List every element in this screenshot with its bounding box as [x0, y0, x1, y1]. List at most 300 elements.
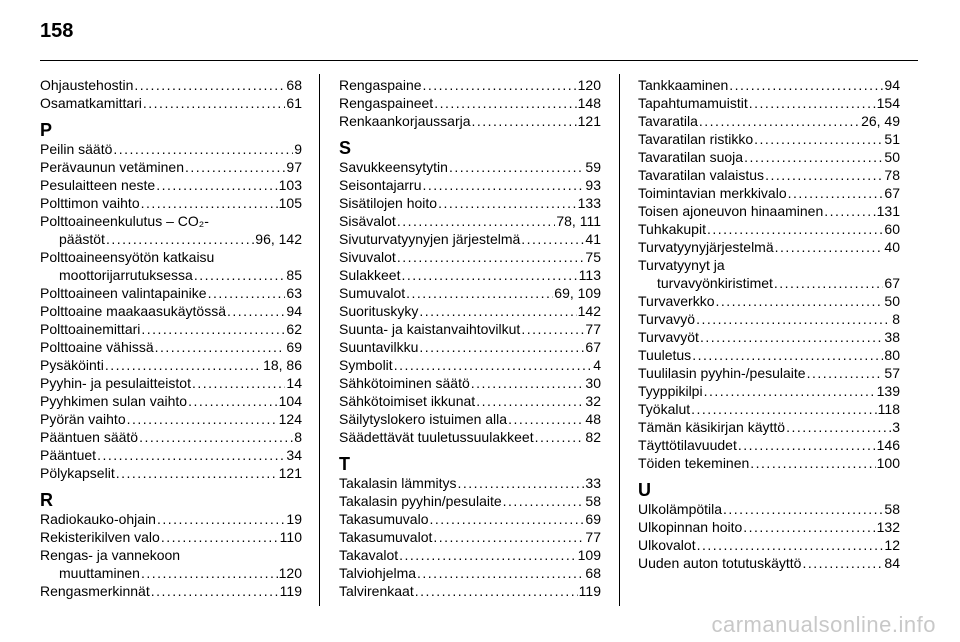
dot-leader — [417, 564, 584, 582]
entry-term: Rengaspaine — [339, 77, 422, 93]
entry-page: 4 — [593, 357, 601, 373]
dot-leader — [141, 194, 278, 212]
dot-leader — [134, 76, 285, 94]
dot-leader — [194, 266, 286, 284]
index-entry — [339, 76, 601, 94]
entry-page: 67 — [884, 275, 900, 291]
dot-leader — [691, 400, 877, 418]
index-entry — [339, 212, 601, 230]
entry-page: 109 — [577, 547, 601, 563]
dot-leader — [208, 284, 286, 302]
entry-term: Työkalut — [638, 401, 691, 417]
entry-term: Uuden auton totutuskäyttö — [638, 555, 802, 571]
index-entry — [638, 166, 900, 184]
index-entry — [339, 248, 601, 266]
column-separator — [319, 74, 320, 606]
entry-term: Polttoaineenkulutus – CO₂- — [40, 213, 209, 229]
index-entry — [40, 464, 302, 482]
dot-leader — [116, 464, 278, 482]
index-entry — [40, 410, 302, 428]
index-entry — [339, 194, 601, 212]
index-entry — [638, 364, 900, 382]
entry-term: Polttoaineen valintapainike — [40, 285, 207, 301]
dot-leader — [397, 248, 585, 266]
entry-page: 121 — [577, 113, 601, 129]
entry-page: 84 — [884, 555, 900, 571]
index-entry — [638, 130, 900, 148]
dot-leader — [438, 194, 577, 212]
index-entry — [638, 518, 900, 536]
index-entry — [339, 176, 601, 194]
index-entry — [40, 140, 302, 158]
entry-page: 131 — [876, 203, 900, 219]
index-entry — [339, 528, 601, 546]
index-column-2 — [339, 76, 601, 600]
entry-term: Sähkötoimiset ikkunat — [339, 393, 476, 409]
dot-leader — [775, 238, 884, 256]
entry-term: Pysäköinti — [40, 357, 104, 373]
entry-term: Sivuvalot — [339, 249, 396, 265]
index-entry — [40, 302, 302, 320]
entry-page: 19 — [286, 511, 302, 527]
entry-page: 67 — [585, 339, 601, 355]
dot-leader — [106, 230, 254, 248]
entry-page: 148 — [577, 95, 601, 111]
entry-page: 119 — [279, 583, 302, 599]
entry-page: 97 — [286, 159, 302, 175]
entry-page: 124 — [278, 411, 302, 427]
index-entry — [638, 148, 900, 166]
index-entry — [339, 320, 601, 338]
entry-page: 51 — [884, 131, 900, 147]
index-entry — [638, 76, 900, 94]
dot-leader — [807, 364, 884, 382]
entry-page: 120 — [278, 565, 302, 581]
index-entry — [339, 392, 601, 410]
entry-term: Suuntavilkku — [339, 339, 419, 355]
dot-leader — [113, 140, 293, 158]
entry-term: Talvirenkaat — [339, 583, 414, 599]
entry-page: 68 — [585, 565, 601, 581]
index-entry — [339, 94, 601, 112]
entry-page: 3 — [892, 419, 900, 435]
entry-page: 77 — [585, 529, 601, 545]
entry-term: Rengasmerkinnät — [40, 583, 150, 599]
index-entry — [40, 392, 302, 410]
entry-page: 154 — [876, 95, 900, 111]
entry-term: Rengas- ja vannekoon — [40, 547, 181, 563]
entry-term: Turvatyynyt ja — [638, 257, 725, 273]
dot-leader — [423, 76, 577, 94]
entry-term: Perävaunun vetäminen — [40, 159, 184, 175]
entry-page: 118 — [877, 401, 900, 417]
entry-term-continued: päästöt — [59, 231, 105, 247]
entry-page: 60 — [884, 221, 900, 237]
entry-page: 132 — [876, 519, 900, 535]
index-entry — [339, 112, 601, 130]
entry-page: 50 — [884, 149, 900, 165]
entry-page: 94 — [884, 77, 900, 93]
section-letter: R — [40, 490, 53, 510]
entry-page: 59 — [585, 159, 601, 175]
entry-page: 110 — [279, 529, 302, 545]
entry-term: Seisontajarru — [339, 177, 422, 193]
dot-leader — [521, 230, 584, 248]
dot-leader — [105, 356, 262, 374]
dot-leader — [141, 320, 285, 338]
index-entry — [40, 176, 302, 194]
header-rule — [40, 60, 918, 61]
dot-leader — [419, 302, 576, 320]
watermark: carmanualsonline.info — [711, 612, 936, 637]
index-entry — [638, 256, 900, 292]
entry-term: Suorituskyky — [339, 303, 419, 319]
index-entry — [638, 112, 900, 130]
dot-leader — [472, 112, 577, 130]
entry-term: Sumuvalot — [339, 285, 406, 301]
section-letter: P — [40, 120, 53, 140]
index-entry — [638, 220, 900, 238]
section-letter: T — [339, 454, 350, 474]
dot-leader — [802, 554, 883, 572]
entry-page: 142 — [577, 303, 601, 319]
index-entry — [40, 510, 302, 528]
entry-page: 63 — [286, 285, 302, 301]
index-entry — [339, 158, 601, 176]
index-entry — [40, 284, 302, 302]
index-entry — [40, 356, 302, 374]
index-entry — [339, 230, 601, 248]
entry-page: 38 — [884, 329, 900, 345]
index-entry — [40, 94, 302, 112]
entry-page: 120 — [577, 77, 601, 93]
dot-leader — [157, 510, 285, 528]
entry-page: 30 — [585, 375, 601, 391]
entry-term: Savukkeensytytin — [339, 159, 448, 175]
entry-term: Suunta- ja kaistanvaihtovilkut — [339, 321, 521, 337]
index-entry — [40, 248, 302, 284]
entry-page: 78 — [884, 167, 900, 183]
entry-term: Tapahtumamuistit — [638, 95, 748, 111]
index-entry — [339, 510, 601, 528]
entry-term: Renkaankorjaussarja — [339, 113, 471, 129]
dot-leader — [696, 310, 891, 328]
dot-leader — [692, 346, 883, 364]
index-entry — [638, 184, 900, 202]
entry-term: Sulakkeet — [339, 267, 401, 283]
dot-leader — [457, 474, 584, 492]
entry-term: Peilin säätö — [40, 141, 113, 157]
dot-leader — [476, 392, 584, 410]
entry-page: 40 — [884, 239, 900, 255]
entry-page: 69 — [286, 339, 302, 355]
index-entry — [339, 266, 601, 284]
entry-page: 121 — [278, 465, 302, 481]
dot-leader — [401, 266, 577, 284]
dot-leader — [744, 148, 883, 166]
entry-term: Tavaratilan ristikko — [638, 131, 754, 147]
index-entry — [40, 338, 302, 356]
entry-page: 32 — [585, 393, 601, 409]
entry-page: 33 — [585, 475, 601, 491]
entry-term: Tankkaaminen — [638, 77, 729, 93]
entry-term: Säilytyslokero istuimen alla — [339, 411, 508, 427]
entry-page: 80 — [884, 347, 900, 363]
dot-leader — [415, 582, 578, 600]
entry-page: 62 — [286, 321, 302, 337]
entry-term: Sivuturvatyynyjen järjestelmä — [339, 231, 521, 247]
entry-term: Turvatyynyjärjestelmä — [638, 239, 774, 255]
index-entry — [40, 158, 302, 176]
index-entry — [40, 76, 302, 94]
dot-leader — [503, 492, 585, 510]
dot-leader — [141, 564, 278, 582]
entry-term: Pesulaitteen neste — [40, 177, 156, 193]
entry-term: Pääntuet — [40, 447, 97, 463]
index-entry — [339, 410, 601, 428]
index-entry — [638, 238, 900, 256]
dot-leader — [423, 176, 585, 194]
dot-leader — [399, 546, 576, 564]
entry-page: 77 — [585, 321, 601, 337]
index-entry — [339, 338, 601, 356]
index-entry — [40, 320, 302, 338]
entry-term: Polttoaineensyötön katkaisu — [40, 249, 215, 265]
entry-term: Polttoaine maakaasukäytössä — [40, 303, 226, 319]
dot-leader — [824, 202, 875, 220]
dot-leader — [449, 158, 584, 176]
entry-term: Sisätilojen hoito — [339, 195, 438, 211]
dot-leader — [433, 528, 584, 546]
entry-term: Symbolit — [339, 357, 393, 373]
entry-page: 82 — [585, 429, 601, 445]
entry-term: Ulkopinnan hoito — [638, 519, 743, 535]
dot-leader — [143, 94, 286, 112]
index-entry — [339, 356, 601, 374]
section-letter: U — [638, 480, 651, 500]
index-entry — [638, 382, 900, 400]
entry-term: Takasumuvalot — [339, 529, 433, 545]
index-entry — [339, 302, 601, 320]
entry-term: Rengaspaineet — [339, 95, 434, 111]
entry-term: Takavalot — [339, 547, 399, 563]
index-entry — [40, 194, 302, 212]
entry-term: Ulkolämpötila — [638, 501, 723, 517]
entry-page: 57 — [884, 365, 900, 381]
entry-page: 85 — [286, 267, 302, 283]
index-entry — [638, 454, 900, 472]
column-separator — [619, 74, 620, 606]
dot-leader — [754, 130, 883, 148]
index-entry — [638, 292, 900, 310]
entry-page: 69 — [585, 511, 601, 527]
entry-page: 75 — [585, 249, 601, 265]
entry-page: 113 — [578, 267, 601, 283]
section-letter: S — [339, 138, 352, 158]
entry-page: 48 — [585, 411, 601, 427]
dot-leader — [716, 292, 884, 310]
dot-leader — [535, 428, 585, 446]
index-entry — [40, 212, 302, 248]
dot-leader — [156, 176, 277, 194]
index-entry — [339, 284, 601, 302]
entry-page: 41 — [585, 231, 601, 247]
entry-page: 68 — [286, 77, 302, 93]
entry-term: Takalasin pyyhin/pesulaite — [339, 493, 502, 509]
index-entry — [40, 428, 302, 446]
entry-term: Täyttötilavuudet — [638, 437, 737, 453]
index-entry — [339, 582, 601, 600]
entry-page: 105 — [278, 195, 302, 211]
entry-term: Tavaratila — [638, 113, 698, 129]
dot-leader — [192, 374, 285, 392]
entry-continuation — [40, 266, 302, 284]
index-entry — [339, 564, 601, 582]
dot-leader — [788, 184, 884, 202]
dot-leader — [786, 418, 891, 436]
entry-term: Turvavyö — [638, 311, 696, 327]
entry-term: Talviohjelma — [339, 565, 417, 581]
entry-term: Turvavyöt — [638, 329, 699, 345]
entry-term: Tuulilasin pyyhin-/pesulaite — [638, 365, 806, 381]
entry-term: Toimintavian merkkivalo — [638, 185, 787, 201]
dot-leader — [697, 536, 884, 554]
entry-term: Radiokauko-ohjain — [40, 511, 156, 527]
dot-leader — [155, 338, 286, 356]
entry-term: Sisävalot — [339, 213, 396, 229]
dot-leader — [471, 374, 585, 392]
entry-term: Säädettävät tuuletussuulakkeet — [339, 429, 534, 445]
entry-term: Takalasin lämmitys — [339, 475, 457, 491]
index-entry — [638, 500, 900, 518]
entry-term: Tavaratilan suoja — [638, 149, 744, 165]
index-entry — [638, 536, 900, 554]
entry-term: Pyyhkimen sulan vaihto — [40, 393, 188, 409]
entry-term: Polttoainemittari — [40, 321, 141, 337]
dot-leader — [738, 436, 876, 454]
entry-term: Tyyppikilpi — [638, 383, 703, 399]
entry-term: Sähkötoiminen säätö — [339, 375, 470, 391]
dot-leader — [508, 410, 584, 428]
index-entry — [40, 374, 302, 392]
entry-term: Pölykapselit — [40, 465, 115, 481]
dot-leader — [227, 302, 285, 320]
index-entry — [638, 554, 900, 572]
dot-leader — [188, 392, 278, 410]
dot-leader — [700, 328, 883, 346]
entry-term: Pyyhin- ja pesulaitteistot — [40, 375, 191, 391]
dot-leader — [430, 510, 585, 528]
dot-leader — [743, 518, 875, 536]
entry-page: 103 — [278, 177, 302, 193]
entry-term: Ulkovalot — [638, 537, 696, 553]
index-entry — [638, 328, 900, 346]
entry-page: 104 — [278, 393, 302, 409]
dot-leader — [765, 166, 883, 184]
entry-page: 61 — [286, 95, 302, 111]
index-entry — [638, 310, 900, 328]
entry-page: 139 — [876, 383, 900, 399]
index-entry — [339, 546, 601, 564]
entry-page: 18, 86 — [263, 357, 302, 373]
entry-term: Turvaverkko — [638, 293, 715, 309]
entry-page: 100 — [876, 455, 900, 471]
entry-page: 67 — [884, 185, 900, 201]
entry-continuation — [40, 230, 302, 248]
index-entry — [638, 202, 900, 220]
entry-term: Polttimon vaihto — [40, 195, 140, 211]
entry-term: Osamatkamittari — [40, 95, 142, 111]
dot-leader — [397, 212, 556, 230]
entry-page: 78, 111 — [556, 213, 601, 229]
entry-page: 8 — [892, 311, 900, 327]
entry-term: Töiden tekeminen — [638, 455, 750, 471]
index-entry — [40, 446, 302, 464]
entry-continuation — [40, 564, 302, 582]
index-entry — [638, 436, 900, 454]
dot-leader — [750, 454, 875, 472]
index-column-1 — [40, 76, 302, 600]
index-entry — [40, 528, 302, 546]
dot-leader — [749, 94, 876, 112]
entry-term-continued: muuttaminen — [59, 565, 140, 581]
entry-page: 58 — [585, 493, 601, 509]
dot-leader — [729, 76, 883, 94]
index-entry — [638, 94, 900, 112]
entry-page: 58 — [884, 501, 900, 517]
entry-term: Polttoaine vähissä — [40, 339, 154, 355]
index-entry — [339, 492, 601, 510]
entry-page: 8 — [294, 429, 302, 445]
dot-leader — [151, 582, 279, 600]
dot-leader — [161, 528, 279, 546]
page-number: 158 — [40, 20, 74, 42]
dot-leader — [723, 500, 883, 518]
index-entry — [638, 418, 900, 436]
dot-leader — [97, 446, 285, 464]
entry-term: Pyörän vaihto — [40, 411, 126, 427]
entry-page: 26, 49 — [861, 113, 900, 129]
entry-term-continued: moottorijarrutuksessa — [59, 267, 193, 283]
entry-term: Toisen ajoneuvon hinaaminen — [638, 203, 824, 219]
entry-term: Ohjaustehostin — [40, 77, 134, 93]
entry-page: 12 — [884, 537, 900, 553]
entry-term: Pääntuen säätö — [40, 429, 139, 445]
entry-page: 93 — [585, 177, 601, 193]
dot-leader — [707, 220, 883, 238]
index-entry — [40, 546, 302, 582]
entry-term: Tuuletus — [638, 347, 692, 363]
dot-leader — [774, 274, 884, 292]
dot-leader — [699, 112, 860, 130]
dot-leader — [419, 338, 584, 356]
dot-leader — [139, 428, 293, 446]
dot-leader — [704, 382, 876, 400]
entry-page: 34 — [286, 447, 302, 463]
entry-term: Takasumuvalo — [339, 511, 429, 527]
entry-page: 9 — [294, 141, 302, 157]
entry-page: 50 — [884, 293, 900, 309]
index-entry — [638, 346, 900, 364]
dot-leader — [394, 356, 593, 374]
dot-leader — [127, 410, 278, 428]
dot-leader — [434, 94, 576, 112]
entry-term-continued: turvavyönkiristimet — [657, 275, 773, 291]
entry-page: 94 — [286, 303, 302, 319]
entry-continuation — [638, 274, 900, 292]
index-entry — [638, 400, 900, 418]
dot-leader — [521, 320, 584, 338]
